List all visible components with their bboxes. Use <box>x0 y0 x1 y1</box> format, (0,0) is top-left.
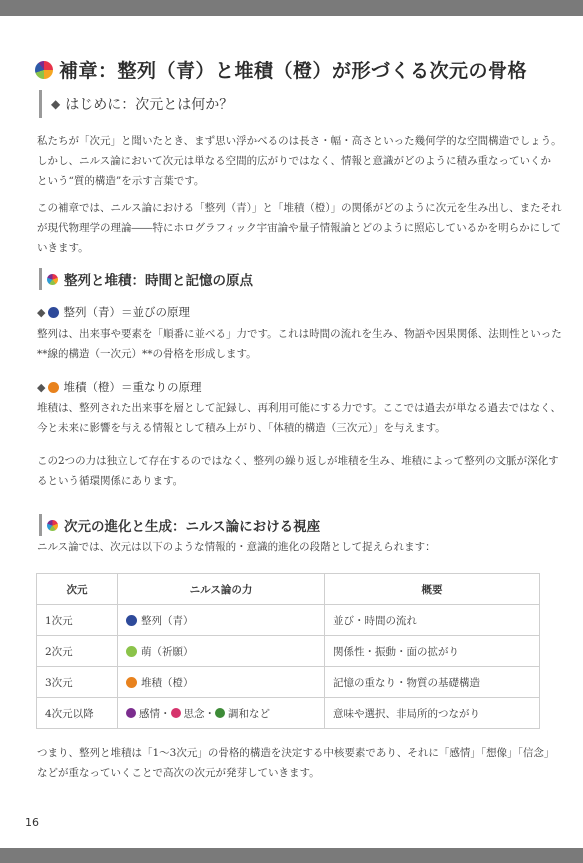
page-title <box>35 56 555 83</box>
cycle-paragraph: この2つの力は独立して存在するのではなく、整列の繰り返しが堆積を生み、堆積によって整列の文脈が深化す るという循環関係にあります。 <box>37 455 559 487</box>
intro-paragraph-1: 私たちが「次元」と聞いたとき、まず思い浮かべるのは長さ・幅・高さといった幾何学的な空間構造でしょう。 しかし、ニルス論において次元は単なる空間的広がりではなく、情報と意識がどのように積み重なっていくか という“質的構造”を示す言葉です。 <box>37 135 562 187</box>
table-cell-dimension: 2次元 <box>37 636 118 667</box>
intro-heading-text: はじめに：次元とは何か？ <box>65 97 234 113</box>
color-wheel-icon <box>47 520 58 531</box>
green-dot-icon <box>126 646 137 657</box>
align-subheading: ◆ 整列（青）＝並びの原理 <box>37 305 190 319</box>
table-cell-summary: 並び・時間の流れ <box>325 605 540 636</box>
table-header-row <box>37 574 540 605</box>
diamond-icon: ◆ <box>37 380 46 394</box>
table-cell-power: 萌（祈願） <box>118 636 325 667</box>
table-cell-summary: 記憶の重なり・物質の基礎構造 <box>325 667 540 698</box>
blue-dot-icon <box>126 615 137 626</box>
table-header-dimension: 次元 <box>37 574 118 605</box>
table-cell-dimension: 1次元 <box>37 605 118 636</box>
table-row <box>37 605 540 636</box>
page-title-text: 補章：整列（青）と堆積（橙）が形づくる次元の骨格 <box>59 60 528 82</box>
table-cell-summary: 意味や選択、非局所的つながり <box>325 698 540 729</box>
table-row <box>37 698 540 729</box>
pink-dot-icon <box>171 708 181 718</box>
page-number: 16 <box>25 816 39 829</box>
table-header-power: ニルス論の力 <box>118 574 325 605</box>
dark-green-dot-icon <box>215 708 225 718</box>
diamond-icon: ◆ <box>51 97 61 111</box>
blue-dot-icon <box>48 307 59 318</box>
top-band <box>0 0 583 16</box>
table-cell-dimension: 3次元 <box>37 667 118 698</box>
section2-lead: ニルス論では、次元は以下のような情報的・意識的進化の段階として捉えられます： <box>37 541 436 553</box>
table-header-summary: 概要 <box>325 574 540 605</box>
section2-heading: 次元の進化と生成：ニルス論における視座 <box>39 514 552 536</box>
conclusion-paragraph: つまり、整列と堆積は「1〜3次元」の骨格的構造を決定する中核要素であり、それに「感情」「想像」「信念」 などが重なっていくことで高次の次元が発芽していきます。 <box>37 747 555 779</box>
table-cell-power: 整列（青） <box>118 605 325 636</box>
dimension-table <box>36 573 540 729</box>
diamond-icon: ◆ <box>37 305 46 319</box>
color-wheel-icon <box>47 274 58 285</box>
align-paragraph: 整列は、出来事や要素を「順番に並べる」力です。これは時間の流れを生み、物語や因果関係、法則性といった **線的構造（一次元）**の骨格を形成します。 <box>37 328 562 360</box>
table-row <box>37 636 540 667</box>
intro-heading <box>39 90 556 118</box>
stack-subheading: ◆ 堆積（橙）＝重なりの原理 <box>37 380 202 394</box>
table-cell-power: 感情・ 思念・ 調和など <box>118 698 325 729</box>
section1-heading: 整列と堆積：時間と記憶の原点 <box>39 268 552 290</box>
intro-paragraph-2: この補章では、ニルス論における「整列（青）」と「堆積（橙）」の関係がどのように次元を生み出し、またそれ が現代物理学の理論――特にホログラフィック宇宙論や量子情報論とどのように照応しているかを明らかにして いきます。 <box>37 202 562 254</box>
orange-dot-icon <box>126 677 137 688</box>
table-row <box>37 667 540 698</box>
table-cell-summary: 関係性・振動・面の拡がり <box>325 636 540 667</box>
rainbow-logo-icon <box>35 61 53 79</box>
table-cell-power: 堆積（橙） <box>118 667 325 698</box>
purple-dot-icon <box>126 708 136 718</box>
bottom-band <box>0 848 583 863</box>
orange-dot-icon <box>48 382 59 393</box>
stack-paragraph: 堆積は、整列された出来事を層として記録し、再利用可能にする力です。ここでは過去が単なる過去ではなく、 今と未来に影響を与える情報として積み上がり、「体積的構造（三次元）」を与えます。 <box>37 402 561 434</box>
table-cell-dimension: 4次元以降 <box>37 698 118 729</box>
